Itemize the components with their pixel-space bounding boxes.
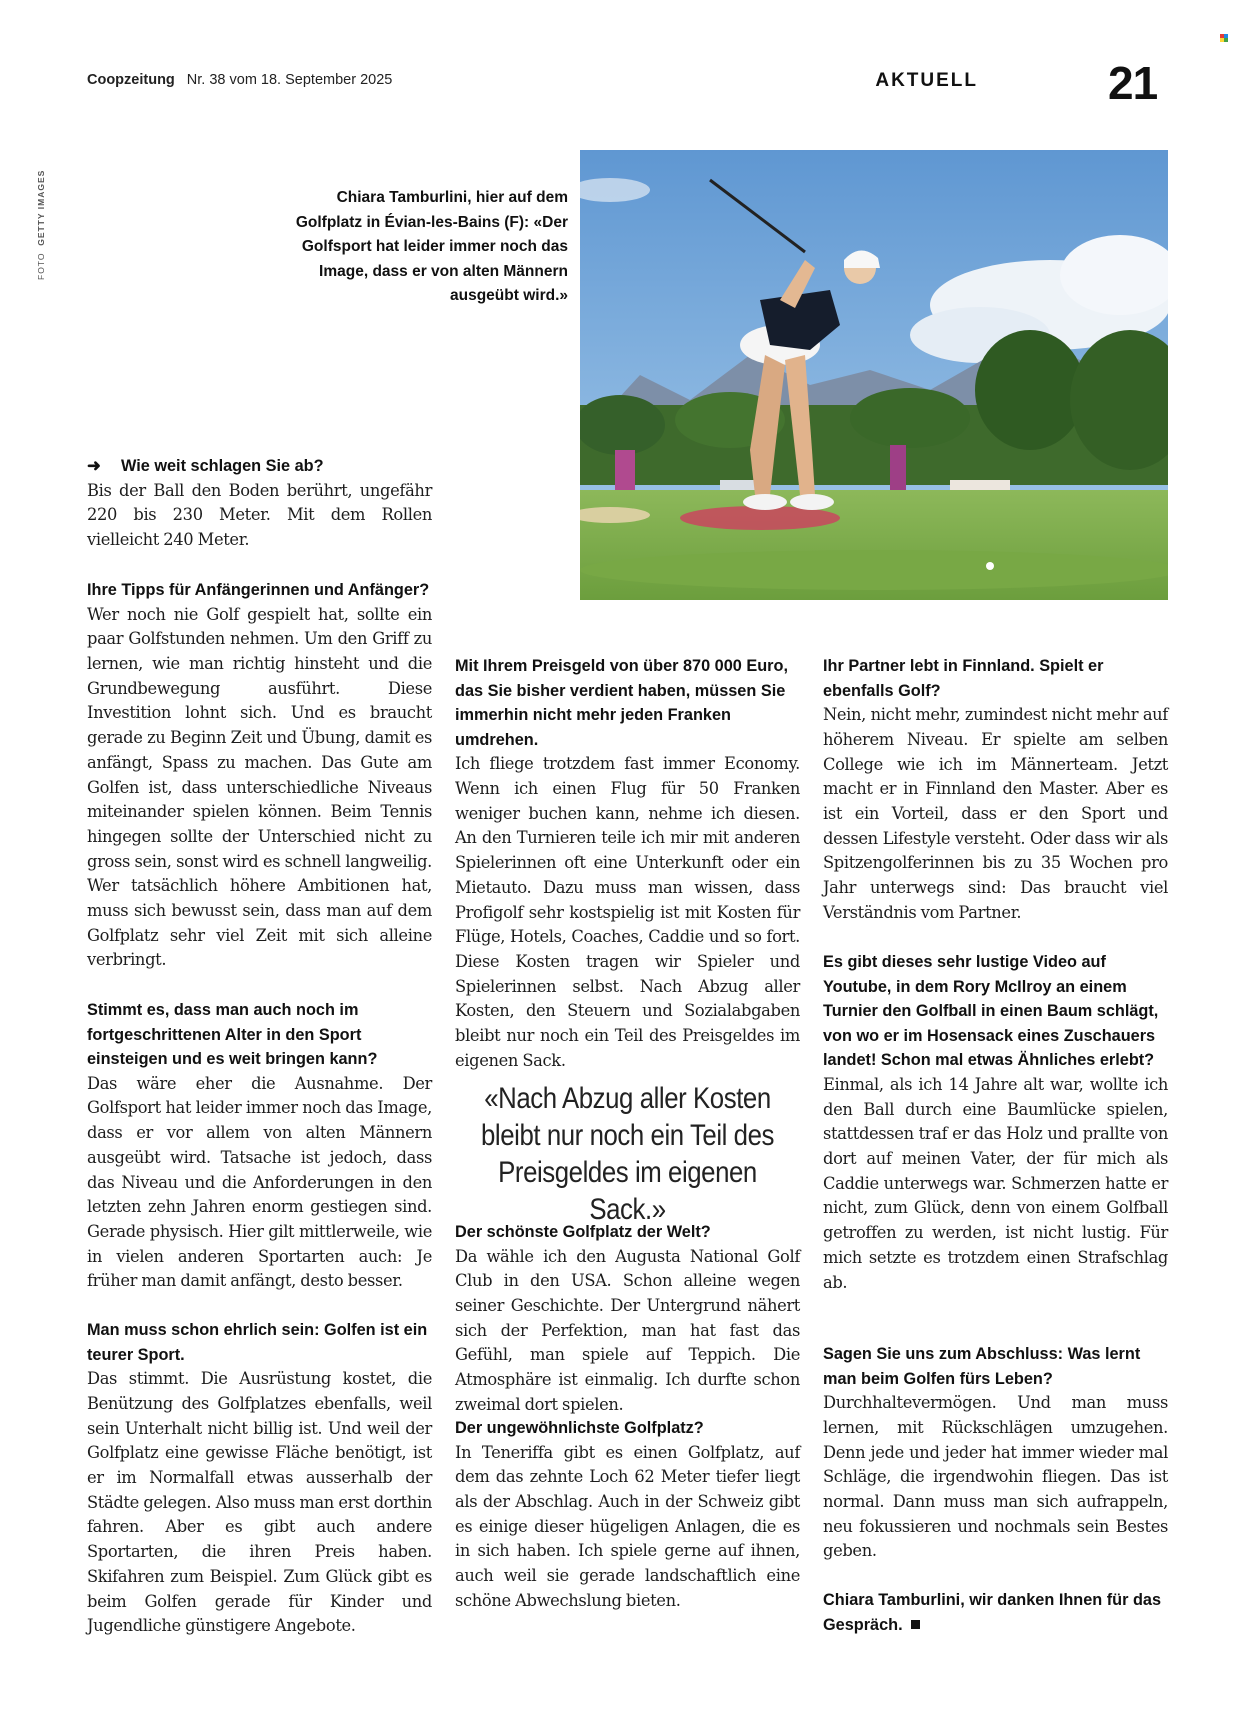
question: Man muss schon ehrlich sein: Golfen ist ein teurer Sport.	[87, 1321, 428, 1364]
qa-item	[87, 454, 432, 553]
qa-item	[823, 950, 1168, 1295]
qa-item	[823, 1342, 1168, 1564]
qa-item	[455, 654, 800, 1074]
pull-quote: «Nach Abzug aller Kosten bleibt nur noch ein Teil des Preisgeldes im eigenen Sack.»	[481, 1082, 774, 1226]
answer: Wer noch nie Golf gespielt hat, sollte ein paar Golfstunden nehmen. Um den Griff zu lernen, wie man richtig hinsteht und die Grundbewegung ausführt. Diese Investition lohnt sich. Und es braucht gerade zu Beginn Zeit und Übung, damit es anfängt, Spass zu machen. Das Gute am Golfen ist, dass unterschiedliche Niveaus miteinander spielen können. Beim Tennis hingegen sollte der Unterschied nicht zu gross sein, sonst wird es schnell langweilig. Wer tatsächlich höhere Ambitionen hat, muss sich bewusst sein, dass man auf dem Golfplatz sehr viel Zeit mit sich alleine verbringt.	[87, 604, 432, 970]
question: Sagen Sie uns zum Abschluss: Was lernt man beim Golfen fürs Leben?	[823, 1345, 1141, 1388]
end-mark-icon	[911, 1620, 920, 1629]
photo-caption: Chiara Tamburlini, hier auf dem Golfplatz in Évian-les-Bains (F): «Der Golfsport hat leider immer noch das Image, dass er von alten Männern ausgeübt wird.»	[295, 189, 568, 304]
question-text: Wie weit schlagen Sie ab?	[121, 457, 324, 475]
publication-name: Coopzeitung	[87, 72, 175, 88]
question: Ihr Partner lebt in Finnland. Spielt er ebenfalls Golf?	[823, 657, 1104, 700]
closing-line: Chiara Tamburlini, wir danken Ihnen für das Gespräch.	[823, 1591, 1162, 1634]
answer: Bis der Ball den Boden berührt, ungefähr 220 bis 230 Meter. Mit dem Rollen vielleicht 240 Meter.	[87, 480, 432, 549]
qa-item	[87, 1318, 432, 1639]
qa-item	[87, 998, 432, 1294]
section-label: AKTUELL	[875, 70, 978, 91]
qa-item	[455, 1416, 800, 1614]
question: Ihre Tipps für Anfängerinnen und Anfänger?	[87, 581, 430, 599]
answer: In Teneriffa gibt es einen Golfplatz, auf dem das zehnte Loch 62 Meter tiefer liegt als der Abschlag. Auch in der Schweiz gibt es einige dieser hügeligen Anlagen, die es in sich haben. Ich spiele gerne auf ihnen, auch weil sie gerade landschaftlich eine schöne Abwechslung bieten.	[455, 1442, 800, 1610]
photo-credit	[36, 170, 46, 280]
photo-credit-source: GETTY IMAGES	[36, 169, 46, 246]
qa-item	[823, 654, 1168, 926]
masthead	[87, 72, 392, 88]
question: Mit Ihrem Preisgeld von über 870 000 Euro, das Sie bisher verdient haben, müssen Sie immerhin nicht mehr jeden Franken umdrehen.	[455, 657, 788, 749]
answer: Durchhaltevermögen. Und man muss lernen, mit Rückschlägen umzugehen. Denn jede und jeder hat immer wieder mal Schläge, die irgendwohin fliegen. Das ist normal. Dann muss man sich aufrappeln, neu fokussieren und nochmals sein Bestes geben.	[823, 1393, 1168, 1561]
golfer-photo	[580, 150, 1168, 600]
question: Der ungewöhnlichste Golfplatz?	[455, 1419, 704, 1437]
answer: Das stimmt. Die Ausrüstung kostet, die Benützung des Golfplatzes ebenfalls, weil sein Unterhalt nicht billig ist. Und weil der Golfplatz eine gewisse Fläche benötigt, ist er im Normalfall etwas ausserhalb der Städte gelegen. Also muss man erst dorthin fahren. Aber es gibt auch andere Sportarten, die ihren Preis haben. Skifahren zum Beispiel. Zum Glück gibt es beim Golfen gerade für Kinder und Jugendliche günstigere Angebote.	[87, 1369, 432, 1636]
answer: Ich fliege trotzdem fast immer Economy. Wenn ich einen Flug für 50 Franken weniger buchen kann, nehme ich diesen. An den Turnieren teile ich mir mit anderen Spielerinnen oft eine Unterkunft oder ein Mietauto. Dazu muss man wissen, dass Profigolf sehr kostspielig ist mit Kosten für Flüge, Hotels, Coaches, Caddie und so fort. Diese Kosten tragen wir Spieler und Spielerinnen selbst. Nach Abzug aller Kosten, den Steuern und Sozialabgaben bleibt nur noch ein Teil des Preisgeldes im eigenen Sack.	[455, 754, 800, 1070]
photo-credit-label: FOTO	[36, 252, 46, 280]
answer: Da wähle ich den Augusta National Golf Club in den USA. Schon alleine wegen seiner Geschichte. Der Untergrund nähert sich der Perfektion, man hat fast das Gefühl, man spiele auf Teppich. Die Atmosphäre ist einmalig. Ich durfte schon zweimal dort spielen.	[455, 1246, 800, 1414]
answer: Das wäre eher die Ausnahme. Der Golfsport hat leider immer noch das Image, dass er vor allem von alten Männern ausgeübt wird. Tatsache ist jedoch, dass das Niveau und die Anforderungen in den letzten zehn Jahren enorm gestiegen sind. Gerade physisch. Hier gilt mittlerweile, wie in vielen anderen Sportarten auch: Je früher man damit anfängt, desto besser.	[87, 1073, 432, 1291]
question: Der schönste Golfplatz der Welt?	[455, 1223, 711, 1241]
answer: Nein, nicht mehr, zumindest nicht mehr auf höherem Niveau. Er spielte am selben College wie ich im Männerteam. Jetzt macht er in Finnland den Master. Aber es ist ein Vorteil, dass er den Sport und dessen Lifestyle versteht. Oder dass wir als Spitzengolferinnen bis zu 35 Wochen pro Jahr unterwegs sind: Das braucht viel Verständnis vom Partner.	[823, 705, 1168, 922]
question: Stimmt es, dass man auch noch im fortgeschrittenen Alter in den Sport einsteigen und es weit bringen kann?	[87, 1001, 378, 1069]
closing-text	[823, 1588, 1168, 1637]
qa-item	[87, 578, 432, 973]
answer: Einmal, als ich 14 Jahre alt war, wollte ich den Ball durch eine Baumlücke spielen, stattdessen traf er das Holz und prallte von dort auf meinen Vater, der für mich als Caddie unterwegs war. Schmerzen hatte er nicht, zum Glück, denn von einem Golfball getroffen zu werden, ist nicht lustig. Für mich setzte es trotzdem einen Strafschlag ab.	[823, 1074, 1168, 1292]
closing	[823, 1588, 1168, 1637]
qa-item	[455, 1220, 800, 1418]
issue-info: Nr. 38 vom 18. September 2025	[186, 72, 393, 88]
page-number: 21	[1108, 57, 1158, 109]
print-registration-mark	[1220, 34, 1228, 42]
question	[87, 454, 432, 479]
question: Es gibt dieses sehr lustige Video auf Youtube, in dem Rory McIlroy an einem Turnier den Golfball in einen Baum schlägt, von wo er im Hosensack eines Zuschauers landet! Schon mal etwas Ähnliches erlebt?	[823, 953, 1159, 1070]
arrow-icon: ➜	[87, 457, 101, 475]
